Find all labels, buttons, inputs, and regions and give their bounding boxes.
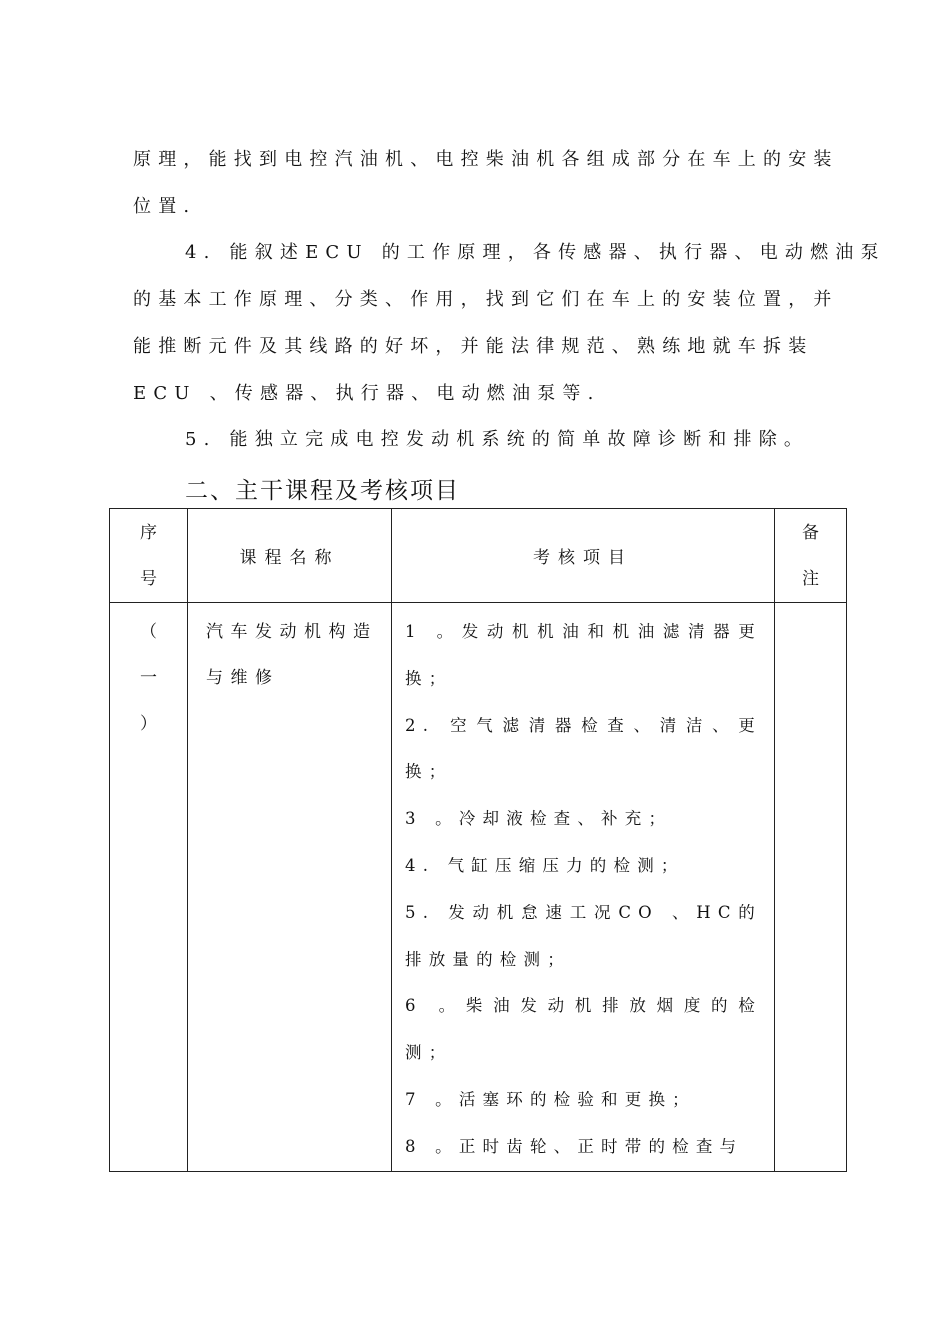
assessment-item: 5. 发动机怠速工况CO 、HC的排放量的检测；: [405, 902, 762, 969]
header-note: [775, 509, 847, 603]
row-seq-cell: [110, 603, 188, 1172]
row-note-cell: [775, 603, 847, 1172]
header-seq-line: 序: [140, 522, 157, 543]
header-note-line: 注: [802, 568, 819, 589]
paragraph-line: 5. 能独立完成电控发动机系统的简单故障诊断和排除。: [185, 429, 810, 450]
paragraph-line: 原理，能找到电控汽油机、电控柴油机各组成部分在车上的安装: [133, 149, 839, 170]
table-row: [110, 603, 847, 1172]
header-seq-line: 号: [140, 568, 157, 589]
assessment-item: 4. 气缸压缩压力的检测；: [405, 855, 685, 875]
assessment-item: 1 。发动机机油和机油滤清器更换；: [405, 622, 762, 688]
header-course: [188, 509, 392, 603]
table-header-row: [110, 509, 847, 603]
header-note-line: 备: [802, 522, 819, 543]
paragraph-line: 的基本工作原理、分类、作用，找到它们在车上的安装位置，并: [133, 289, 839, 310]
assessment-item: 8 。正时齿轮、正时带的检查与: [405, 1136, 744, 1156]
section-heading: 二、主干课程及考核项目: [185, 478, 460, 504]
header-seq: [110, 509, 188, 603]
header-items-label: 考核项目: [533, 548, 633, 568]
assessment-item: 6 。柴油发动机排放烟度的检测；: [405, 996, 762, 1063]
header-course-label: 课程名称: [239, 548, 340, 568]
assessment-item: 2. 空气滤清器检查、清洁、更换；: [405, 715, 762, 782]
paragraph-line: 4. 能叙述ECU 的工作原理，各传感器、执行器、电动燃油泵: [185, 242, 886, 263]
assessment-item: 3 。冷却液检查、补充；: [405, 809, 673, 829]
course-name: 汽车发动机构造与维修: [206, 622, 378, 688]
row-seq-line: 一: [140, 668, 157, 688]
row-items-cell: [392, 603, 775, 1172]
header-items: [392, 509, 775, 603]
paragraph-line: 能推断元件及其线路的好坏，并能法律规范、熟练地就车拆装: [133, 336, 814, 357]
assessment-item-list: [392, 603, 774, 1171]
paragraph-line: ECU 、传感器、执行器、电动燃油泵等.: [133, 383, 601, 404]
course-table: [109, 508, 847, 1172]
row-seq-line: （: [140, 622, 157, 642]
assessment-item: 7 。活塞环的检验和更换；: [405, 1089, 696, 1109]
paragraph-line: 位置.: [133, 196, 197, 217]
row-seq-line: ）: [140, 714, 157, 734]
row-course-cell: [188, 603, 392, 1172]
